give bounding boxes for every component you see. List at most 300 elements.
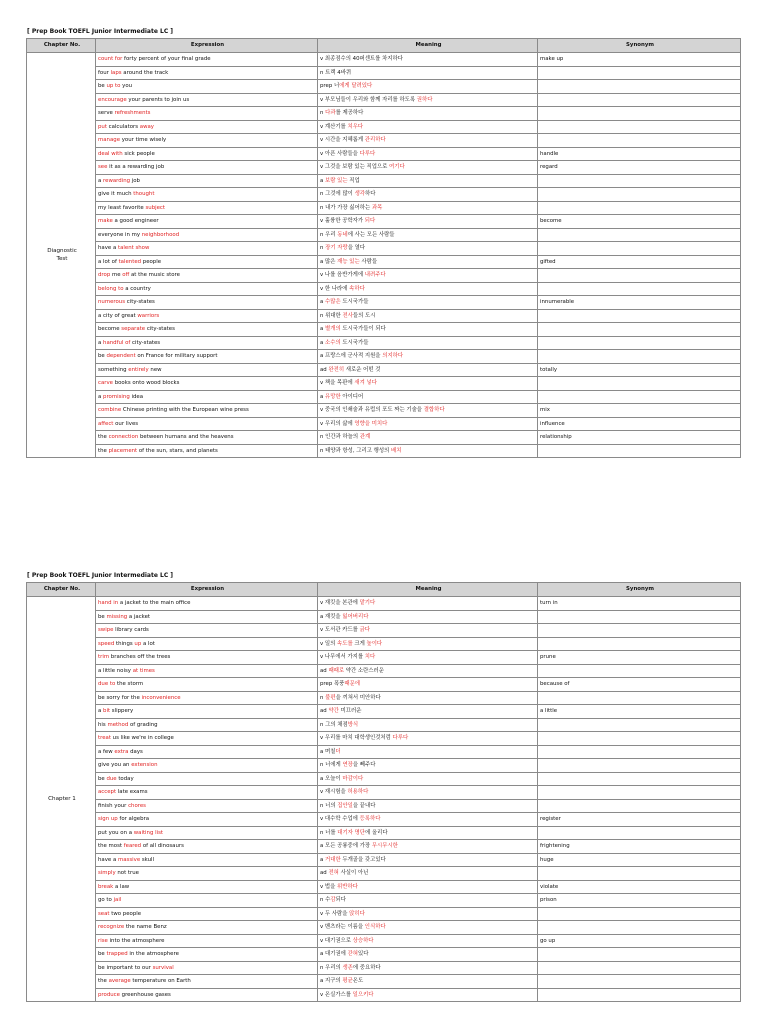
expression-cell (96, 417, 318, 431)
meaning-cell (318, 678, 538, 692)
plain-text: 직업 (347, 177, 360, 184)
highlight-text: 방식 (347, 721, 359, 728)
expression-cell (96, 120, 318, 134)
expression-cell (96, 907, 318, 921)
plain-text: a country (123, 285, 151, 292)
expression-cell (96, 66, 318, 80)
highlight-text: 맡기다 (359, 600, 376, 606)
meaning-cell (318, 624, 538, 638)
plain-text: on France for military support (135, 353, 218, 359)
synonym-cell (538, 799, 741, 813)
table-row (27, 786, 741, 800)
highlight-text: 상승하다 (352, 937, 374, 944)
synonym-cell: a little (538, 705, 741, 719)
plain-text: today (116, 775, 134, 782)
plain-text: be important to our (98, 964, 153, 971)
highlight-text: inconvenience (141, 694, 181, 701)
meaning-cell (318, 759, 538, 773)
highlight-text: jail (113, 897, 122, 903)
plain-text: four (98, 69, 111, 76)
plain-text: 에 올리다 (365, 829, 388, 836)
highlight-text: 관리하다 (364, 137, 386, 143)
plain-text: 새로운 어떤 것 (344, 366, 381, 373)
table-row (27, 880, 741, 894)
plain-text: us like we're in college (110, 735, 174, 741)
plain-text: 사실이 아닌 (338, 870, 369, 876)
meaning-cell (318, 107, 538, 121)
vocab-table (26, 38, 741, 458)
expression-cell (96, 664, 318, 678)
plain-text: n 우리 (320, 231, 338, 238)
header-row (27, 39, 741, 53)
synonym-cell: go up (538, 934, 741, 948)
plain-text: v 책을 목판에 (320, 380, 355, 386)
plain-text: 도시국가들 (340, 339, 369, 346)
header-chapter: Chapter No. (27, 39, 96, 53)
plain-text: the (98, 978, 109, 984)
synonym-cell (538, 336, 741, 350)
highlight-text: 평균 (342, 978, 353, 984)
plain-text: n 수 (320, 897, 331, 903)
table-row (27, 867, 741, 881)
expression-cell (96, 948, 318, 962)
synonym-cell (538, 691, 741, 705)
highlight-text: trapped (106, 951, 128, 957)
plain-text: n 너를 (320, 829, 338, 836)
expression-cell (96, 975, 318, 989)
expression-cell (96, 637, 318, 651)
synonym-cell (538, 80, 741, 94)
highlight-text: 위반하다 (337, 883, 358, 890)
synonym-cell: register (538, 813, 741, 827)
table-row (27, 934, 741, 948)
plain-text: 에 사는 모든 사람들 (347, 231, 395, 238)
plain-text: v 재시험을 (320, 789, 348, 795)
highlight-text: survival (152, 964, 174, 971)
synonym-cell (538, 323, 741, 337)
highlight-text: due (106, 775, 117, 782)
table-row (27, 610, 741, 624)
highlight-text: entirely (128, 366, 149, 373)
expression-cell (96, 786, 318, 800)
plain-text: n (320, 694, 326, 701)
highlight-text: away (139, 123, 154, 130)
synonym-cell (538, 759, 741, 773)
synonym-cell (538, 107, 741, 121)
meaning-cell (318, 637, 538, 651)
plain-text: a good engineer (112, 218, 159, 224)
expression-cell (96, 93, 318, 107)
plain-text: calculators (106, 123, 140, 130)
highlight-text: carve (98, 380, 113, 386)
meaning-cell (318, 597, 538, 611)
plain-text: n 그의 채점 (320, 721, 348, 728)
synonym-cell: regard (538, 161, 741, 175)
highlight-text: 허용하다 (347, 789, 369, 795)
expression-cell (96, 53, 318, 67)
plain-text: v 나를 음반가게에 (320, 272, 365, 278)
table-row (27, 269, 741, 283)
plain-text: a 대기권에 (320, 951, 348, 957)
plain-text: a (320, 393, 326, 400)
highlight-text: 되다 (364, 218, 376, 224)
meaning-cell (318, 174, 538, 188)
plain-text: n (320, 110, 326, 116)
highlight-text: speed (98, 640, 115, 647)
table-row (27, 323, 741, 337)
highlight-text: 대기자 명단 (337, 829, 366, 836)
expression-cell (96, 988, 318, 1002)
expression-cell (96, 188, 318, 202)
synonym-cell (538, 867, 741, 881)
plain-text: your time wisely (120, 137, 167, 143)
plain-text: n 그것에 많이 (320, 191, 355, 197)
meaning-cell (318, 228, 538, 242)
plain-text: something (98, 366, 129, 373)
meaning-cell (318, 772, 538, 786)
expression-cell (96, 840, 318, 854)
meaning-cell (318, 296, 538, 310)
synonym-cell (538, 772, 741, 786)
plain-text: around the track (121, 69, 169, 76)
meaning-cell (318, 799, 538, 813)
plain-text: ad (320, 366, 329, 373)
meaning-cell (318, 610, 538, 624)
highlight-text: separate (121, 326, 146, 332)
plain-text: in the atmosphere (127, 951, 179, 957)
synonym-cell (538, 93, 741, 107)
plain-text: idea (129, 393, 144, 400)
plain-text: 온도 (352, 978, 364, 984)
plain-text: have a (98, 856, 118, 863)
table-row (27, 705, 741, 719)
meaning-cell (318, 390, 538, 404)
expression-cell (96, 134, 318, 148)
highlight-text: 불편 (325, 694, 336, 701)
highlight-text: treat (98, 735, 111, 741)
highlight-text: accept (98, 789, 117, 795)
plain-text: city-states (145, 326, 175, 332)
expression-cell (96, 799, 318, 813)
highlight-text: 여기다 (389, 164, 405, 170)
plain-text: books onto wood blocks (113, 380, 180, 386)
table-row (27, 597, 741, 611)
highlight-text: count for (98, 56, 123, 62)
plain-text: city-states (125, 299, 155, 305)
expression-cell (96, 705, 318, 719)
table-row (27, 228, 741, 242)
highlight-text: 등록하다 (359, 816, 381, 822)
plain-text: a (320, 326, 326, 332)
highlight-text: produce (98, 991, 120, 998)
highlight-text: combine (98, 407, 122, 413)
table-row (27, 350, 741, 364)
synonym-cell (538, 66, 741, 80)
plain-text: 을 끼쳐서 미안하다 (335, 694, 381, 701)
highlight-text: warriors (137, 312, 160, 319)
plain-text: v 아픈 사람들을 (320, 150, 360, 157)
expression-cell (96, 444, 318, 458)
expression-cell (96, 732, 318, 746)
meaning-cell (318, 732, 538, 746)
plain-text: a (320, 339, 326, 346)
synonym-cell: prune (538, 651, 741, 665)
expression-cell (96, 282, 318, 296)
plain-text: n 너의 (320, 802, 338, 809)
highlight-text: 때때로 (328, 667, 345, 674)
meaning-cell (318, 134, 538, 148)
expression-cell (96, 242, 318, 256)
highlight-text: 영향을 미치다 (354, 420, 388, 427)
highlight-text: 새겨 넣다 (354, 380, 377, 386)
plain-text: the name Benz (124, 924, 167, 930)
highlight-text: 장기 자랑 (325, 245, 348, 251)
plain-text: it as a rewarding job (107, 164, 165, 170)
highlight-text: dependent (106, 353, 136, 359)
synonym-cell (538, 826, 741, 840)
expression-cell (96, 80, 318, 94)
plain-text: between humans and the heavens (138, 434, 234, 440)
plain-text: v 일의 (320, 640, 338, 647)
expression-cell (96, 921, 318, 935)
highlight-text: 전혀 (328, 870, 339, 876)
highlight-text: encourage (98, 96, 127, 103)
meaning-cell (318, 961, 538, 975)
highlight-text: off (122, 272, 130, 278)
highlight-text: talented (118, 258, 142, 265)
chapter-label: Chapter 1 (48, 796, 76, 802)
header-meaning: Meaning (318, 583, 538, 597)
synonym-cell: innumerable (538, 296, 741, 310)
synonym-cell: violate (538, 880, 741, 894)
highlight-text: waiting list (133, 829, 164, 836)
expression-cell (96, 336, 318, 350)
plain-text: me (110, 272, 123, 278)
highlight-text: 생각 (354, 191, 366, 197)
highlight-text: 완전히 (328, 366, 345, 373)
meaning-cell (318, 255, 538, 269)
expression-cell (96, 934, 318, 948)
table-row (27, 718, 741, 732)
plain-text: a jacket (127, 613, 151, 620)
meaning-cell (318, 826, 538, 840)
highlight-text: average (108, 978, 131, 984)
plain-text: v 한 나라에 (320, 285, 350, 292)
highlight-text: 관계 (359, 434, 371, 440)
vocab-section-1 (26, 26, 740, 458)
highlight-text: swipe (98, 627, 114, 633)
header-meaning: Meaning (318, 39, 538, 53)
synonym-cell (538, 786, 741, 800)
highlight-text: trim (98, 654, 110, 660)
highlight-text: 다루다 (359, 150, 376, 157)
expression-cell (96, 107, 318, 121)
meaning-cell (318, 664, 538, 678)
plain-text: a little noisy (98, 667, 133, 674)
highlight-text: 연장 (342, 762, 353, 768)
meaning-cell (318, 651, 538, 665)
table-row (27, 174, 741, 188)
synonym-cell: make up (538, 53, 741, 67)
plain-text: a (320, 299, 326, 305)
highlight-text: make (98, 218, 113, 224)
highlight-text: connection (108, 434, 139, 440)
expression-cell (96, 894, 318, 908)
plain-text: n 너에게 (320, 762, 343, 768)
highlight-text: put (98, 123, 107, 130)
highlight-text: 다루다 (392, 735, 409, 741)
table-row (27, 215, 741, 229)
header-synonym: Synonym (538, 39, 741, 53)
plain-text: ad (320, 870, 329, 876)
highlight-text: 결합하다 (423, 407, 445, 413)
highlight-text: 일으키다 (352, 991, 374, 998)
plain-text: his (98, 721, 108, 728)
expression-cell (96, 961, 318, 975)
table-row (27, 948, 741, 962)
expression-cell (96, 651, 318, 665)
plain-text: our lives (113, 420, 139, 427)
table-row (27, 377, 741, 391)
plain-text: be (98, 83, 107, 89)
meaning-cell (318, 691, 538, 705)
header-chapter: Chapter No. (27, 583, 96, 597)
plain-text: v 계산기를 (320, 123, 348, 130)
plain-text: 사람들 (359, 258, 378, 265)
expression-cell (96, 759, 318, 773)
highlight-text: affect (98, 420, 114, 427)
plain-text: a (98, 393, 104, 400)
expression-cell (96, 323, 318, 337)
plain-text: v 두 사람을 (320, 910, 350, 917)
table-row (27, 404, 741, 418)
highlight-text: subject (145, 204, 166, 211)
header-synonym: Synonym (538, 583, 741, 597)
meaning-cell (318, 705, 538, 719)
highlight-text: rewarding (103, 177, 131, 184)
highlight-text: 더 (335, 748, 341, 755)
highlight-text: 내려주다 (364, 272, 386, 278)
table-row (27, 336, 741, 350)
table-row (27, 80, 741, 94)
expression-cell (96, 745, 318, 759)
plain-text: be sorry for the (98, 694, 142, 701)
plain-text: v 최종점수의 40퍼센트를 차지하다 (320, 56, 403, 62)
plain-text: 하다 (365, 191, 376, 197)
plain-text: job (130, 177, 140, 184)
meaning-cell (318, 309, 538, 323)
meaning-cell (318, 813, 538, 827)
meaning-cell (318, 336, 538, 350)
synonym-cell: mix (538, 404, 741, 418)
table-row (27, 296, 741, 310)
synonym-cell (538, 637, 741, 651)
highlight-text: 별개의 (325, 326, 341, 332)
synonym-cell: handle (538, 147, 741, 161)
chapter-cell (27, 53, 96, 458)
meaning-cell (318, 853, 538, 867)
synonym-cell (538, 201, 741, 215)
plain-text: forty percent of your final grade (122, 56, 211, 62)
chapter-label: Diagnostic (47, 248, 77, 254)
expression-cell (96, 624, 318, 638)
plain-text: v 우리의 삶에 (320, 420, 355, 427)
plain-text: v 대수학 수업에 (320, 816, 360, 822)
highlight-text: 때문에 (344, 681, 361, 687)
plain-text: a 많은 (320, 258, 338, 265)
plain-text: 있다 (357, 951, 369, 957)
plain-text: things (114, 640, 135, 647)
table-row (27, 745, 741, 759)
expression-cell (96, 880, 318, 894)
highlight-text: 인식하다 (364, 924, 386, 930)
highlight-text: 배치 (390, 447, 402, 454)
plain-text: two people (109, 910, 142, 917)
plain-text: a lot (141, 640, 155, 647)
plain-text: prep 너 (320, 83, 340, 89)
synonym-cell: turn in (538, 597, 741, 611)
plain-text: be (98, 951, 107, 957)
synonym-cell (538, 282, 741, 296)
synonym-cell (538, 174, 741, 188)
meaning-cell (318, 120, 538, 134)
highlight-text: 마감이다 (342, 775, 364, 782)
meaning-cell (318, 867, 538, 881)
plain-text: n 내가 가장 싫어하는 (320, 204, 372, 211)
plain-text: not true (115, 870, 139, 876)
highlight-text: 치우다 (347, 123, 364, 130)
plain-text: library cards (113, 627, 149, 633)
table-row (27, 664, 741, 678)
highlight-text: 생존 (342, 964, 353, 971)
highlight-text: 재능 있는 (337, 258, 360, 265)
highlight-text: extra (114, 748, 129, 755)
plain-text: a 재킷을 (320, 613, 343, 620)
table-row (27, 826, 741, 840)
synonym-cell (538, 309, 741, 323)
plain-text: my least favorite (98, 204, 146, 211)
highlight-text: see (98, 164, 108, 170)
highlight-text: 감 (330, 897, 336, 903)
plain-text: 아이디어 (340, 393, 364, 400)
meaning-cell (318, 417, 538, 431)
plain-text: 도시국가들 (340, 299, 369, 305)
synonym-cell: prison (538, 894, 741, 908)
meaning-cell (318, 377, 538, 391)
highlight-text: 의지하다 (382, 353, 404, 359)
plain-text: 을 빼주다 (352, 762, 376, 768)
table-row (27, 840, 741, 854)
highlight-text: 집안일 (337, 802, 353, 809)
table-row (27, 853, 741, 867)
expression-cell (96, 597, 318, 611)
meaning-cell (318, 934, 538, 948)
expression-cell (96, 826, 318, 840)
highlight-text: 보람 있는 (325, 177, 348, 184)
section-title: [ Prep Book TOEFL Junior Intermediate LC ] (27, 28, 174, 35)
plain-text: greenhouse gases (119, 991, 171, 998)
synonym-cell (538, 664, 741, 678)
plain-text: people (141, 258, 162, 265)
highlight-text: numerous (98, 299, 126, 305)
table-row (27, 921, 741, 935)
synonym-cell (538, 975, 741, 989)
plain-text: 되다 (335, 897, 346, 903)
highlight-text: sign up (98, 816, 118, 822)
synonym-cell (538, 988, 741, 1002)
plain-text: a 프랑스에 군사적 지원을 (320, 353, 383, 359)
highlight-text: 치다 (364, 654, 376, 660)
